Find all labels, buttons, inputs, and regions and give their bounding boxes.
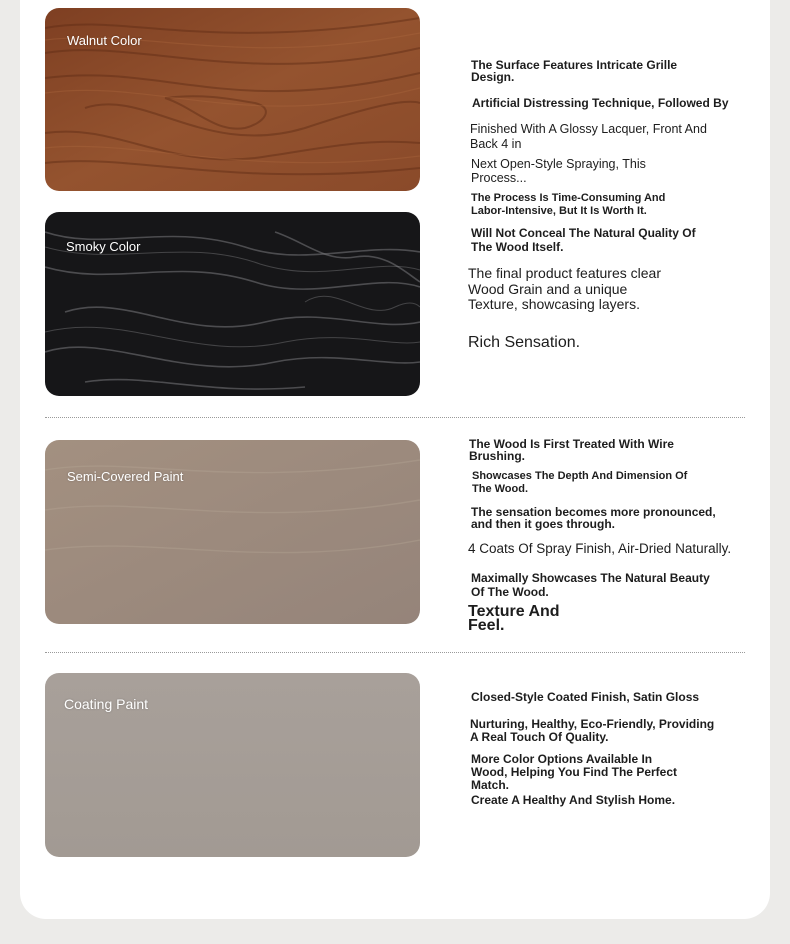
feature-text: Create A Healthy And Stylish Home. xyxy=(471,793,676,807)
feature-text: More Color Options Available In Wood, Helping You Find The Perfect Match. xyxy=(471,752,678,792)
feature-text: Closed-Style Coated Finish, Satin Gloss xyxy=(471,690,700,704)
feature-text: Showcases The Depth And Dimension Of The Wood. xyxy=(472,470,688,495)
feature-text: Next Open-Style Spraying, This Process... xyxy=(471,157,646,185)
semi-covered-wood-image xyxy=(45,440,420,624)
semi-covered-paint-swatch xyxy=(45,440,420,624)
feature-text: The Process Is Time-Consuming And Labor-Intensive, But It Is Worth It. xyxy=(471,192,666,217)
feature-text: Finished With A Glossy Lacquer, Front And Back 4 in xyxy=(470,122,707,151)
section-divider xyxy=(45,652,745,653)
feature-text: Artificial Distressing Technique, Followed By xyxy=(472,96,729,110)
feature-text: Will Not Conceal The Natural Quality Of The Wood Itself. xyxy=(471,226,696,254)
feature-text: The sensation becomes more pronounced, and then it goes through. xyxy=(471,505,716,531)
feature-text: The Surface Features Intricate Grille Design. xyxy=(471,58,678,84)
walnut-color-swatch xyxy=(45,8,420,191)
feature-text: Nurturing, Healthy, Eco-Friendly, Providing A Real Touch Of Quality. xyxy=(470,717,715,744)
feature-text: Maximally Showcases The Natural Beauty Of The Wood. xyxy=(471,571,710,599)
swatch-label: Coating Paint xyxy=(64,696,149,712)
swatch-label: Semi-Covered Paint xyxy=(67,469,184,484)
feature-text: 4 Coats Of Spray Finish, Air-Dried Naturally. xyxy=(468,541,732,556)
feature-text: The Wood Is First Treated With Wire Brushing. xyxy=(469,437,674,463)
section-divider xyxy=(45,417,745,418)
feature-text: Rich Sensation. xyxy=(468,334,581,351)
feature-text: Texture And Feel. xyxy=(468,603,560,634)
smoky-color-swatch xyxy=(45,212,420,396)
coating-paint-swatch xyxy=(45,673,420,857)
feature-text: The final product features clear Wood Grain and a unique Texture, showcasing layers. xyxy=(468,265,661,312)
swatch-label: Walnut Color xyxy=(67,33,142,48)
swatch-label: Smoky Color xyxy=(66,239,141,254)
